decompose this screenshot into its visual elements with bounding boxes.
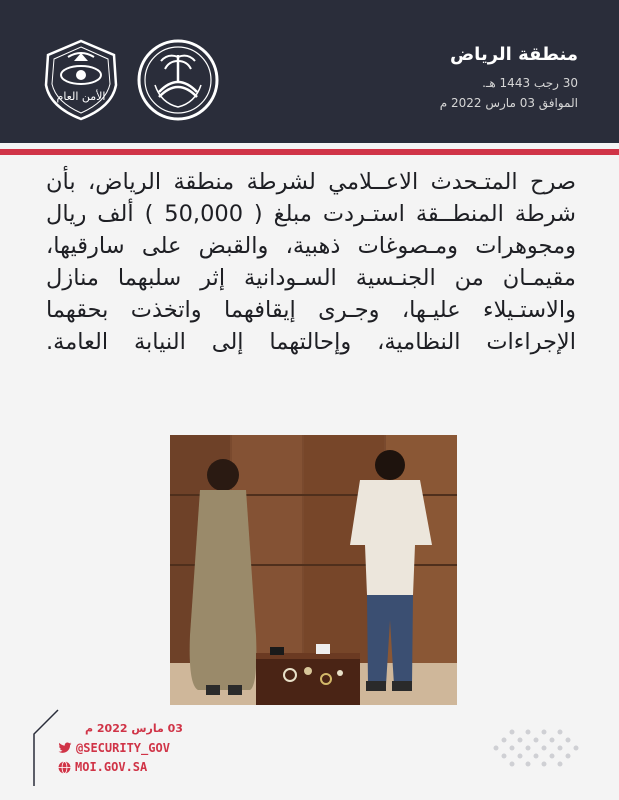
twitter-icon [58, 742, 72, 754]
public-security-emblem-icon [38, 37, 124, 123]
statement-line: ومجوهرات ومـصوغات ذهبية، والقبض على سارقيها، [46, 233, 576, 259]
region-title: منطقة الرياض [449, 44, 578, 65]
statement-line: شرطة المنطــقة استـردت مبلغ ( 50,000 ) ألف ريال [46, 201, 576, 227]
saudi-emblem-icon [135, 37, 221, 123]
accent-divider [0, 149, 619, 155]
globe-icon [58, 761, 71, 774]
gregorian-date: الموافق 03 مارس 2022 م [439, 96, 578, 110]
statement-line: مقيمـان من الجنـسية السـودانية إثر سلبهما منازل [46, 265, 576, 291]
footer-date: 03 مارس 2022 م [85, 722, 183, 735]
header-bar [0, 0, 619, 143]
dot-pattern-decoration [492, 726, 584, 770]
suspects-photo [170, 435, 457, 705]
twitter-handle: @SECURITY_GOV [76, 741, 170, 755]
website-url: MOI.GOV.SA [75, 760, 148, 774]
hijri-date: 30 رجب 1443 هـ. [482, 76, 578, 90]
statement-line: صرح المتـحدث الاعــلامي لشرطة منطقة الرياض، بأن [46, 169, 576, 195]
twitter-link[interactable] [58, 741, 170, 755]
press-statement [46, 166, 576, 358]
emblem-caption: الأمن العام [56, 90, 106, 103]
statement-line: والاستـيلاء عليـها، وجـرى إيقافهما واتخذت بحقهما [46, 297, 576, 323]
statement-line: الإجراءات النظامية، وإحالتهما إلى النيابة العامة. [46, 329, 576, 355]
website-link[interactable] [58, 760, 147, 774]
